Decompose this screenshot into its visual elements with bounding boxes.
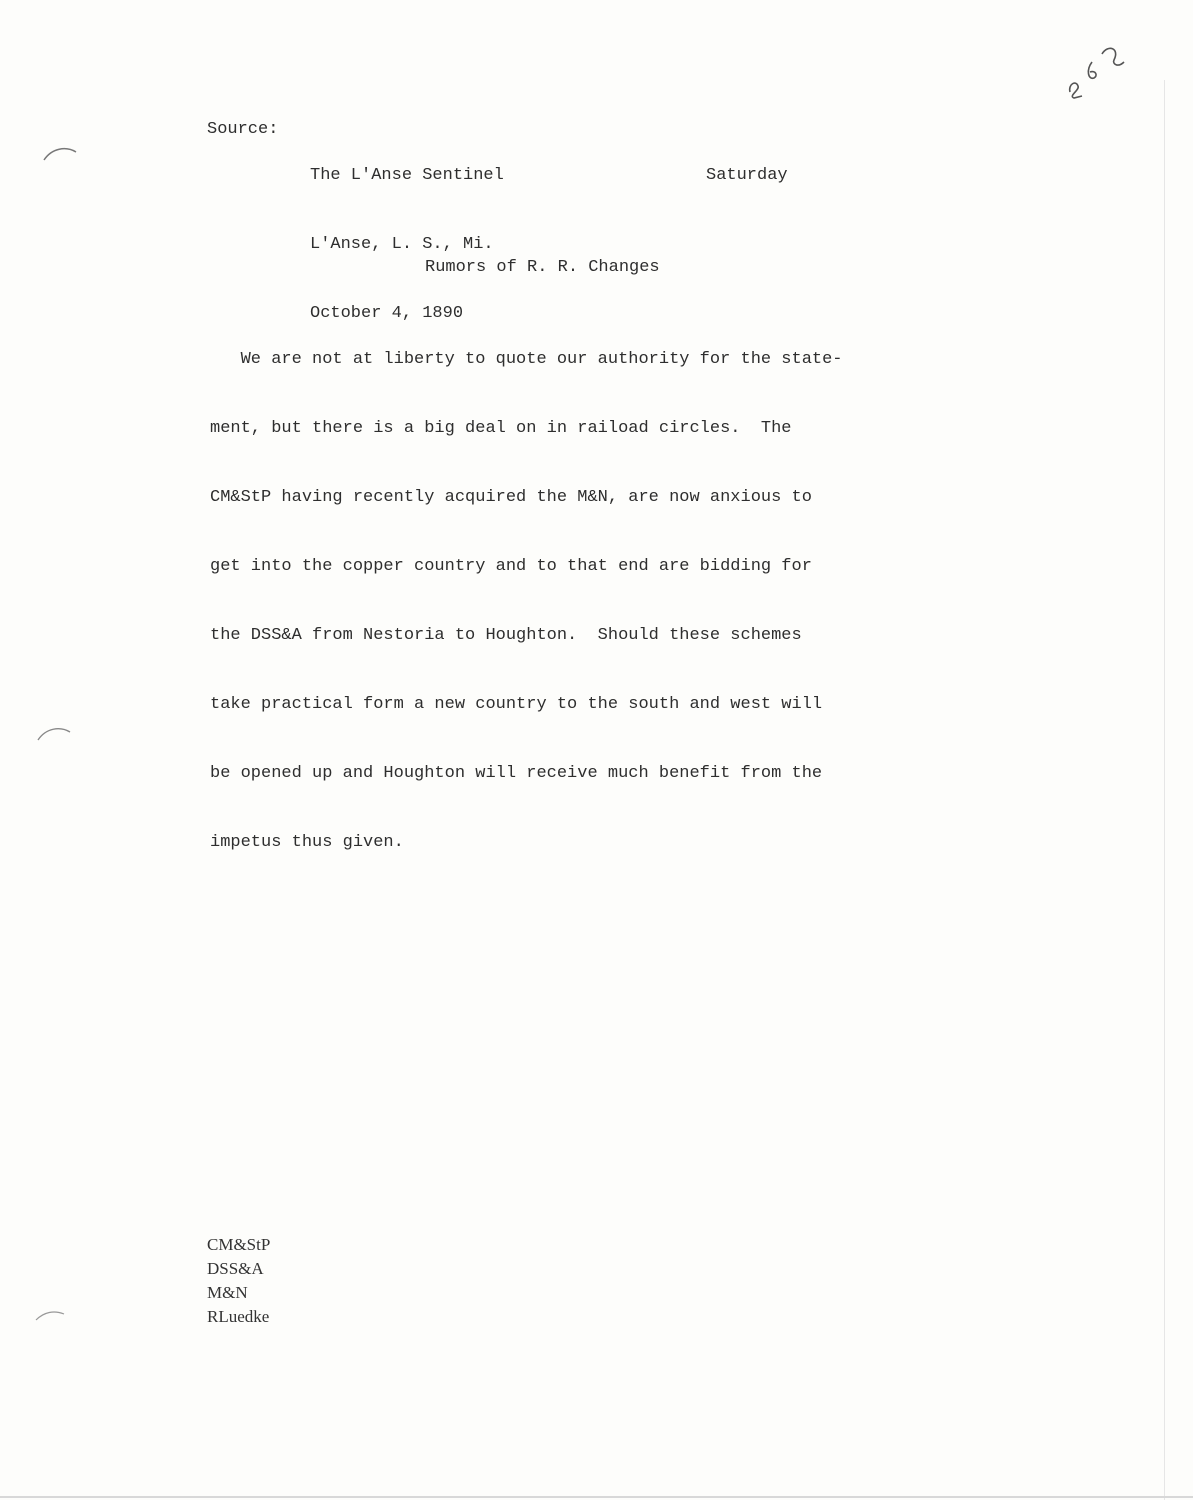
article-line: the DSS&A from Nestoria to Houghton. Should these schemes	[210, 626, 802, 645]
article-line: We are not at liberty to quote our authority for the state-	[210, 350, 843, 369]
margin-mark	[36, 724, 76, 744]
source-day: Saturday	[706, 166, 788, 185]
article-headline: Rumors of R. R. Changes	[425, 258, 660, 277]
index-tag: M&N	[207, 1283, 248, 1302]
article-body	[210, 302, 843, 900]
article-line: get into the copper country and to that end are bidding for	[210, 557, 812, 576]
page-bottom-edge	[0, 1496, 1193, 1498]
source-publication: The L'Anse Sentinel	[310, 166, 504, 185]
source-date: October 4, 1890	[310, 304, 464, 323]
article-line: impetus thus given.	[210, 833, 404, 852]
source-location: L'Anse, L. S., Mi.	[310, 235, 494, 254]
article-line: CM&StP having recently acquired the M&N, are now anxious to	[210, 488, 812, 507]
index-tag: DSS&A	[207, 1259, 264, 1278]
index-tag: RLuedke	[207, 1307, 270, 1326]
article-line: be opened up and Houghton will receive much benefit from the	[210, 764, 823, 783]
index-tag: CM&StP	[207, 1235, 271, 1254]
page-edge	[1164, 80, 1165, 1500]
source-label: Source:	[207, 120, 279, 139]
handwritten-page-number	[1062, 40, 1132, 100]
margin-mark	[34, 1306, 74, 1326]
article-line: take practical form a new country to the south and west will	[210, 695, 823, 714]
index-tags	[207, 1233, 270, 1329]
article-line: ment, but there is a big deal on in raiload circles. The	[210, 419, 792, 438]
margin-mark	[42, 144, 82, 164]
